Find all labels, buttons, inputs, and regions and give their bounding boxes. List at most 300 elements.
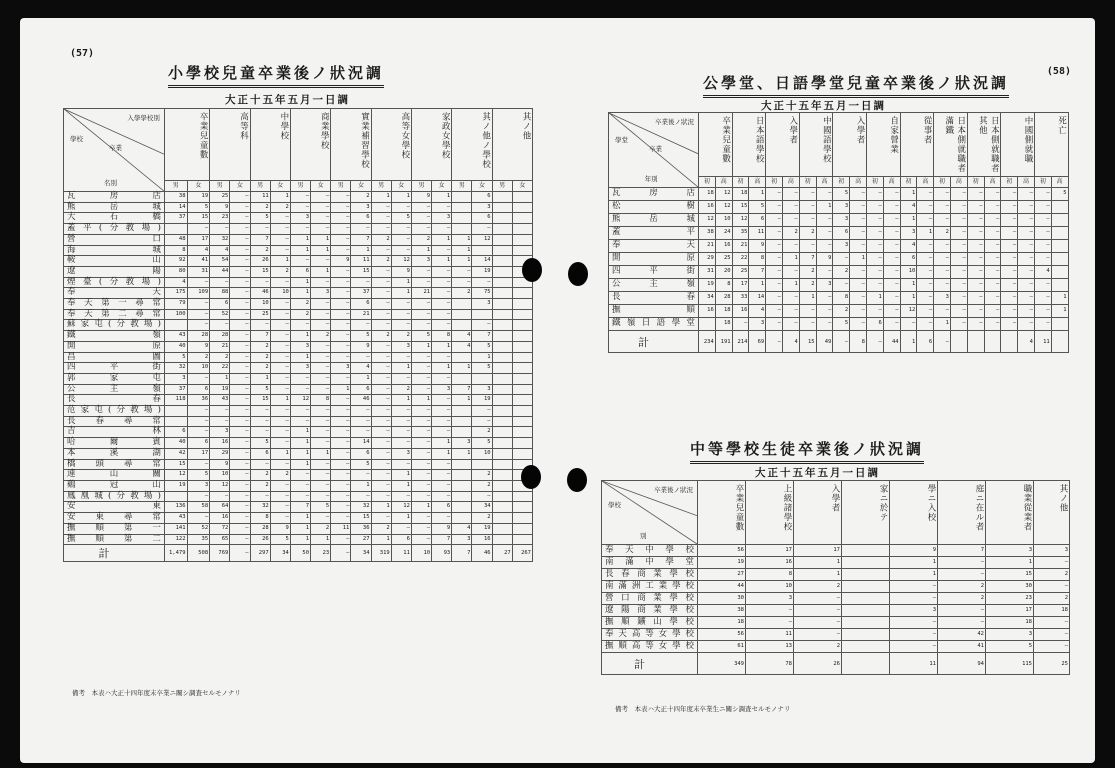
data-cell: — [331, 277, 351, 288]
data-cell: — [950, 240, 967, 253]
data-cell: — [1034, 305, 1051, 318]
subheader-cell: 女 [311, 181, 331, 192]
data-cell: 3 [187, 480, 210, 491]
data-cell: — [230, 416, 250, 427]
data-cell: 9 [210, 459, 230, 470]
data-cell: — [1001, 279, 1018, 292]
column-header: 中國語學校 [799, 113, 833, 177]
data-cell: — [432, 277, 452, 288]
total-cell: 1 [900, 331, 917, 353]
data-cell: 2 [290, 309, 310, 320]
data-cell: 44 [210, 266, 230, 277]
data-cell: — [967, 214, 984, 227]
table-row [609, 253, 1069, 266]
data-cell: 4 [452, 523, 472, 534]
subheader-cell: 女 [187, 181, 210, 192]
data-cell: 5 [472, 363, 492, 374]
total-cell: 34 [351, 545, 371, 562]
data-cell: — [290, 491, 310, 502]
data-cell: 43 [164, 513, 187, 524]
data-cell: — [270, 384, 290, 395]
data-cell: 15 [732, 201, 749, 214]
data-cell [512, 245, 532, 256]
data-cell [452, 309, 472, 320]
data-cell: 32 [164, 363, 187, 374]
data-cell: — [1018, 279, 1035, 292]
data-cell: 12 [391, 256, 411, 267]
data-cell: 21 [351, 309, 371, 320]
data-cell [512, 341, 532, 352]
data-cell: 3 [472, 202, 492, 213]
data-cell: 1 [391, 470, 411, 481]
data-cell: — [270, 320, 290, 331]
row-label: 蓋平 [609, 227, 699, 240]
data-cell: — [270, 234, 290, 245]
data-cell: — [799, 305, 816, 318]
data-cell: — [1001, 253, 1018, 266]
data-cell: 18 [699, 188, 716, 201]
data-cell: 6 [900, 253, 917, 266]
data-cell: — [230, 491, 250, 502]
data-cell: — [917, 253, 934, 266]
data-cell: 1 [866, 292, 883, 305]
row-label: 奉天 [64, 288, 165, 299]
total-cell: 11 [1034, 331, 1051, 353]
data-cell: — [1018, 188, 1035, 201]
data-cell: — [1018, 227, 1035, 240]
data-cell: 3 [986, 629, 1034, 641]
subheader-cell: 高 [1051, 177, 1068, 188]
data-cell: 7 [351, 234, 371, 245]
data-cell: 1 [290, 459, 310, 470]
data-cell: — [782, 201, 799, 214]
data-cell: 3 [351, 202, 371, 213]
left-table-title: 小學校兒童卒業後ノ狀況調 [168, 62, 384, 88]
data-cell: 1 [432, 234, 452, 245]
data-cell: 3 [391, 448, 411, 459]
subheader-cell: 初 [799, 177, 816, 188]
data-cell: 6 [250, 448, 270, 459]
data-cell: 1 [411, 245, 431, 256]
total-cell: 50 [290, 545, 310, 562]
row-label: 長春尋常 [64, 416, 165, 427]
data-cell: — [270, 438, 290, 449]
data-cell: 2 [391, 331, 411, 342]
data-cell: 22 [732, 253, 749, 266]
data-cell: 4 [351, 363, 371, 374]
data-cell: 10 [210, 470, 230, 481]
data-cell: 25 [732, 266, 749, 279]
data-cell: 2 [1034, 569, 1070, 581]
table-row [64, 534, 533, 545]
data-cell: — [432, 406, 452, 417]
data-cell: 1 [351, 480, 371, 491]
data-cell: — [432, 288, 452, 299]
data-cell: — [866, 279, 883, 292]
data-cell: 1 [270, 395, 290, 406]
subheader-cell: 初 [732, 177, 749, 188]
data-cell: — [883, 292, 900, 305]
data-cell: 15 [986, 569, 1034, 581]
total-cell: 78 [746, 653, 794, 675]
data-cell [492, 470, 512, 481]
data-cell: — [371, 309, 391, 320]
data-cell: 12 [732, 214, 749, 227]
data-cell: — [950, 201, 967, 214]
table-row [64, 224, 533, 235]
data-cell: 1 [371, 192, 391, 203]
data-cell: — [210, 320, 230, 331]
data-cell: 18 [1034, 605, 1070, 617]
data-cell: 1 [311, 266, 331, 277]
subheader-cell: 女 [472, 181, 492, 192]
data-cell: 46 [351, 395, 371, 406]
data-cell: 15 [250, 395, 270, 406]
data-cell: — [290, 470, 310, 481]
data-cell: — [984, 240, 1001, 253]
subheader-cell: 初 [833, 177, 850, 188]
table-row [602, 569, 1070, 581]
row-label: 開原 [609, 253, 699, 266]
data-cell: — [950, 266, 967, 279]
total-cell: 49 [816, 331, 833, 353]
data-cell: 2 [938, 581, 986, 593]
data-cell: — [1018, 240, 1035, 253]
data-cell: 15 [351, 513, 371, 524]
data-cell: 41 [187, 256, 210, 267]
data-cell: 38 [698, 605, 746, 617]
data-cell: — [351, 224, 371, 235]
data-cell [1051, 253, 1068, 266]
data-cell: 136 [164, 502, 187, 513]
data-cell: 79 [164, 299, 187, 310]
data-cell: — [371, 202, 391, 213]
corner-header [64, 109, 165, 192]
data-cell: — [890, 593, 938, 605]
data-cell: 2 [250, 341, 270, 352]
data-cell: — [472, 416, 492, 427]
subheader-cell: 高 [816, 177, 833, 188]
table-row [64, 523, 533, 534]
data-cell: 19 [472, 266, 492, 277]
subheader-cell: 高 [782, 177, 799, 188]
data-cell: — [883, 240, 900, 253]
data-cell: — [391, 352, 411, 363]
data-cell: — [411, 202, 431, 213]
table-row [64, 213, 533, 224]
column-header: 庭ニ在ル者 [938, 481, 986, 545]
data-cell: — [934, 240, 951, 253]
data-cell: 31 [187, 266, 210, 277]
data-cell: — [1034, 214, 1051, 227]
data-cell: 6 [351, 299, 371, 310]
data-cell [492, 277, 512, 288]
right-bottom-title: 中等學校生徒卒業後ノ狀況調 [690, 438, 924, 464]
data-cell [1051, 279, 1068, 292]
subheader-cell: 男 [164, 181, 187, 192]
data-cell: 5 [833, 318, 850, 331]
data-cell: 7 [938, 545, 986, 557]
data-cell: — [472, 277, 492, 288]
data-cell: — [866, 201, 883, 214]
data-cell: — [746, 617, 794, 629]
data-cell: — [782, 266, 799, 279]
data-cell: 2 [270, 202, 290, 213]
corner-label: 卒業 [649, 145, 663, 154]
data-cell: — [311, 341, 331, 352]
data-cell: — [984, 305, 1001, 318]
data-cell: — [331, 266, 351, 277]
data-cell: — [850, 188, 867, 201]
data-cell: — [391, 224, 411, 235]
data-cell [452, 373, 472, 384]
table-row [64, 256, 533, 267]
data-cell [1051, 240, 1068, 253]
corner-label: 年別 [644, 175, 658, 183]
column-header: 商業學校 [290, 109, 330, 181]
data-cell: 92 [164, 256, 187, 267]
data-cell: 8 [746, 569, 794, 581]
total-cell: 349 [698, 653, 746, 675]
table-row [602, 641, 1070, 653]
data-cell: — [816, 240, 833, 253]
total-cell: 214 [732, 331, 749, 353]
data-cell: — [331, 448, 351, 459]
data-cell: 1 [290, 448, 310, 459]
data-cell: — [890, 617, 938, 629]
data-cell: 14 [351, 438, 371, 449]
data-cell: — [938, 557, 986, 569]
data-cell: — [934, 305, 951, 318]
data-cell [1051, 318, 1068, 331]
data-cell: 3 [432, 213, 452, 224]
data-cell [512, 363, 532, 374]
data-cell: 1 [1051, 305, 1068, 318]
data-cell: 10 [270, 288, 290, 299]
column-header: 日本側就職者 滿鐵 [934, 113, 968, 177]
column-header: 學ニ入校 [890, 481, 938, 545]
data-cell: 46 [250, 288, 270, 299]
data-cell: 19 [472, 395, 492, 406]
data-cell: — [331, 320, 351, 331]
data-cell: 141 [164, 523, 187, 534]
data-cell: — [984, 253, 1001, 266]
data-cell: — [1034, 292, 1051, 305]
data-cell: — [967, 305, 984, 318]
column-header: 中學校 [250, 109, 290, 181]
row-label: 長春 [609, 292, 699, 305]
subheader-cell: 女 [270, 181, 290, 192]
column-header: 上級諸學校 [746, 481, 794, 545]
data-cell: — [984, 214, 1001, 227]
row-label: 公主嶺 [64, 384, 165, 395]
data-cell: — [1001, 227, 1018, 240]
data-cell: — [311, 438, 331, 449]
data-cell: — [950, 318, 967, 331]
data-cell [492, 384, 512, 395]
data-cell: 2 [290, 299, 310, 310]
data-cell: 12 [715, 188, 732, 201]
data-cell: — [187, 491, 210, 502]
data-cell [842, 605, 890, 617]
data-cell: 54 [210, 256, 230, 267]
data-cell: 2 [472, 513, 492, 524]
data-cell: — [934, 266, 951, 279]
row-label: 蓋平(分教場) [64, 224, 165, 235]
table-row [602, 557, 1070, 569]
data-cell [472, 309, 492, 320]
data-cell: 1 [452, 234, 472, 245]
data-cell: — [411, 277, 431, 288]
data-cell: 12 [164, 470, 187, 481]
column-header: 卒業兒童數 [699, 113, 733, 177]
data-cell: — [270, 331, 290, 342]
data-cell: 1 [250, 373, 270, 384]
data-cell: — [270, 299, 290, 310]
data-cell [164, 406, 187, 417]
data-cell: — [883, 253, 900, 266]
row-label: 吉林 [64, 427, 165, 438]
corner-header [609, 113, 699, 188]
data-cell: 43 [210, 395, 230, 406]
data-cell: 37 [351, 288, 371, 299]
data-cell: — [472, 224, 492, 235]
data-cell: — [950, 292, 967, 305]
row-label: 撫順第一 [64, 523, 165, 534]
data-cell: 10 [900, 266, 917, 279]
data-cell: 21 [411, 288, 431, 299]
data-cell: — [950, 253, 967, 266]
data-cell: — [850, 214, 867, 227]
data-cell [472, 245, 492, 256]
table-row [64, 373, 533, 384]
corner-label: 學堂 [615, 136, 628, 145]
data-cell: 1 [900, 214, 917, 227]
data-cell: — [411, 266, 431, 277]
data-cell: — [794, 593, 842, 605]
data-cell: — [883, 214, 900, 227]
data-cell: — [331, 438, 351, 449]
data-cell [452, 459, 472, 470]
row-label: 開原 [64, 341, 165, 352]
data-cell: — [230, 288, 250, 299]
table-row [64, 395, 533, 406]
table-row [609, 201, 1069, 214]
data-cell: — [331, 331, 351, 342]
row-label: 瓦房店 [64, 192, 165, 203]
data-cell: — [187, 416, 210, 427]
data-cell: — [967, 266, 984, 279]
data-cell: — [782, 240, 799, 253]
corner-label: 卒業後ノ狀況 [654, 486, 693, 494]
data-cell: — [411, 224, 431, 235]
subheader-cell: 高 [950, 177, 967, 188]
row-label: 公主嶺 [609, 279, 699, 292]
table-row [609, 188, 1069, 201]
binding-hole [568, 262, 588, 286]
data-cell: — [331, 416, 351, 427]
data-cell: — [331, 491, 351, 502]
data-cell: — [230, 331, 250, 342]
data-cell: — [883, 227, 900, 240]
data-cell: 1 [799, 292, 816, 305]
data-cell: — [432, 352, 452, 363]
data-cell [512, 373, 532, 384]
data-cell: — [411, 491, 431, 502]
data-cell [512, 234, 532, 245]
table-row [609, 227, 1069, 240]
data-cell: — [1001, 318, 1018, 331]
data-cell: — [230, 470, 250, 481]
data-cell: — [984, 188, 1001, 201]
row-label: 遼陽 [64, 266, 165, 277]
total-cell: — [331, 545, 351, 562]
column-header: 自家營業 [866, 113, 900, 177]
data-cell: — [270, 309, 290, 320]
data-cell: 1 [432, 341, 452, 352]
data-cell: 6 [472, 213, 492, 224]
total-cell: — [230, 545, 250, 562]
data-cell: 40 [164, 438, 187, 449]
data-cell: 4 [164, 277, 187, 288]
data-cell: 2 [270, 266, 290, 277]
data-cell [492, 213, 512, 224]
data-cell: — [432, 427, 452, 438]
data-cell: 36 [187, 395, 210, 406]
data-cell: 8 [250, 513, 270, 524]
total-cell: 7 [452, 545, 472, 562]
subheader-cell: 高 [1018, 177, 1035, 188]
data-cell: 88 [210, 288, 230, 299]
data-cell: — [411, 384, 431, 395]
data-cell: — [230, 513, 250, 524]
data-cell [492, 513, 512, 524]
data-cell [452, 406, 472, 417]
data-cell: 9 [432, 523, 452, 534]
data-cell: — [883, 279, 900, 292]
data-cell [452, 427, 472, 438]
data-cell: 1 [290, 234, 310, 245]
data-cell: — [270, 352, 290, 363]
data-cell [492, 309, 512, 320]
data-cell: 1 [452, 363, 472, 374]
data-cell: 1 [290, 277, 310, 288]
data-cell: — [270, 513, 290, 524]
data-cell: 1 [782, 279, 799, 292]
table-row [602, 581, 1070, 593]
column-header: 入學者 [766, 113, 800, 177]
data-cell: — [230, 245, 250, 256]
data-cell: 16 [472, 534, 492, 545]
data-cell: — [391, 299, 411, 310]
subheader-cell: 初 [766, 177, 783, 188]
data-cell [492, 534, 512, 545]
data-cell [842, 557, 890, 569]
data-cell: — [411, 427, 431, 438]
data-cell: — [250, 224, 270, 235]
data-cell: 32 [210, 234, 230, 245]
data-cell: — [250, 459, 270, 470]
data-cell: — [371, 480, 391, 491]
total-cell: 34 [270, 545, 290, 562]
data-cell: 9 [351, 341, 371, 352]
data-cell [164, 491, 187, 502]
data-cell: 1 [816, 201, 833, 214]
data-cell: — [432, 416, 452, 427]
data-cell: 15 [187, 213, 210, 224]
column-header: 卒業兒童數 [698, 481, 746, 545]
data-cell: — [984, 227, 1001, 240]
